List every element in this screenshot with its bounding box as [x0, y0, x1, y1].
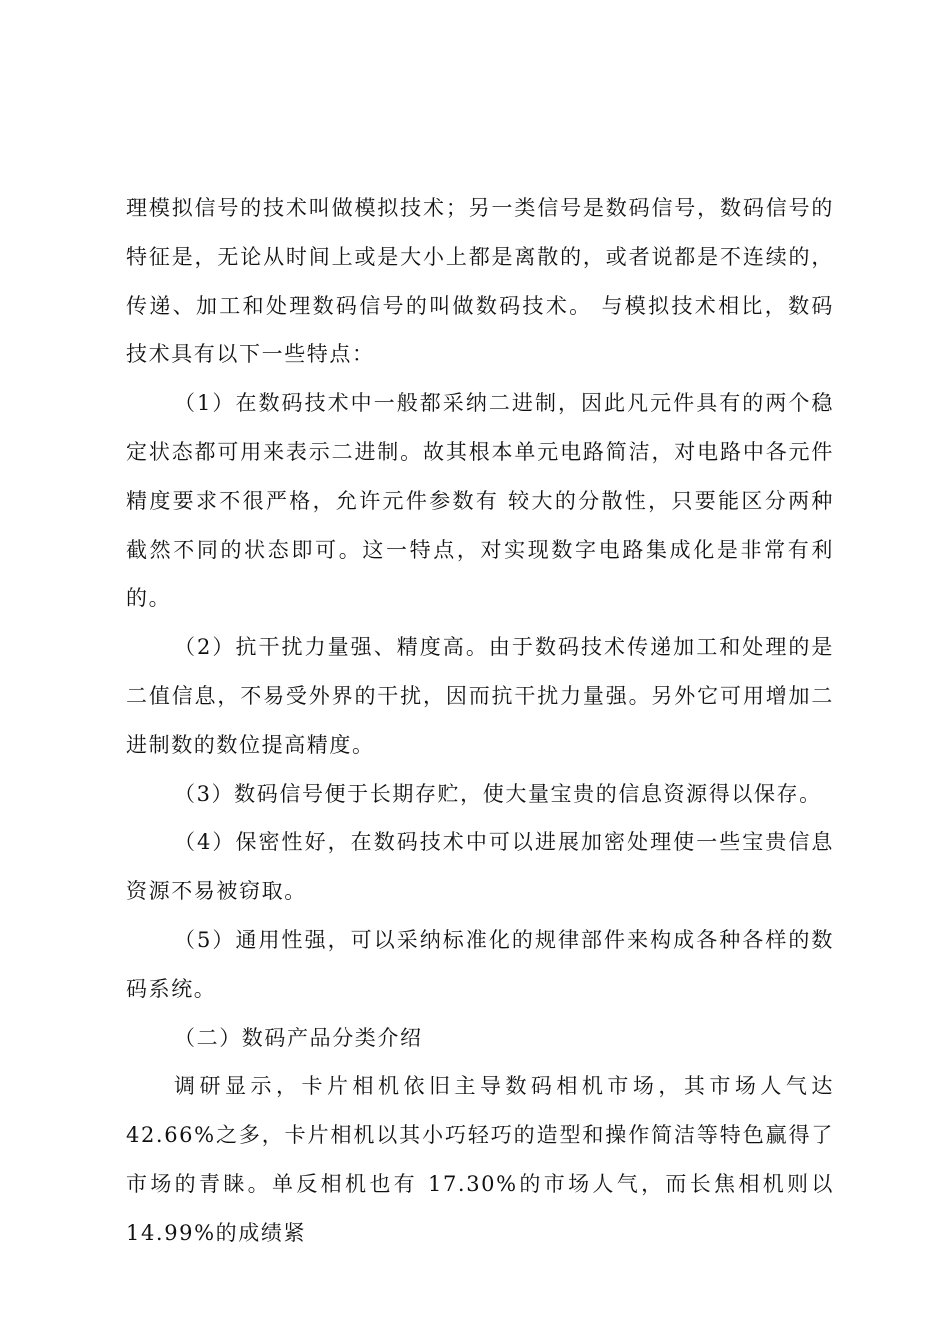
paragraph-feature-5: （5）通用性强，可以采纳标准化的规律部件来构成各种各样的数码系统。 — [126, 927, 834, 1001]
section-heading: （二）数码产品分类介绍 — [174, 1025, 423, 1050]
paragraph-feature-4: （4）保密性好，在数码技术中可以进展加密处理使一些宝贵信息资源不易被窃取。 — [126, 830, 834, 904]
document-body — [126, 184, 834, 1258]
paragraph-feature-1: （1）在数码技术中一般都采纳二进制，因此凡元件具有的两个稳定状态都可用来表示二进制。故其根本单元电路简洁，对电路中各元件精度要求不很严格，允许元件参数有 较大的分散性，只要能区分两种截然不同的状态即可。这一特点，对实现数字电路集成化是非常有利的。 — [126, 391, 834, 611]
paragraph-feature-2: （2）抗干扰力量强、精度高。由于数码技术传递加工和处理的是二值信息，不易受外界的干扰，因而抗干扰力量强。另外它可用增加二进制数的数位提高精度。 — [126, 635, 834, 757]
paragraph-intro: 理模拟信号的技术叫做模拟技术；另一类信号是数码信号，数码信号的特征是，无论从时间上或是大小上都是离散的，或者说都是不连续的，传递、加工和处理数码信号的叫做数码技术。 与模拟技术相比，数码技术具有以下一些特点： — [126, 196, 834, 367]
paragraph-feature-3: （3）数码信号便于长期存贮，使大量宝贵的信息资源得以保存。 — [174, 781, 822, 806]
paragraph-survey: 调研显示，卡片相机依旧主导数码相机市场，其市场人气达 42.66%之多，卡片相机以其小巧轻巧的造型和操作简洁等特色赢得了市场的青睐。单反相机也有 17.30%的市场人气，而长焦相机则以 14.99%的成绩紧 — [126, 1074, 834, 1245]
